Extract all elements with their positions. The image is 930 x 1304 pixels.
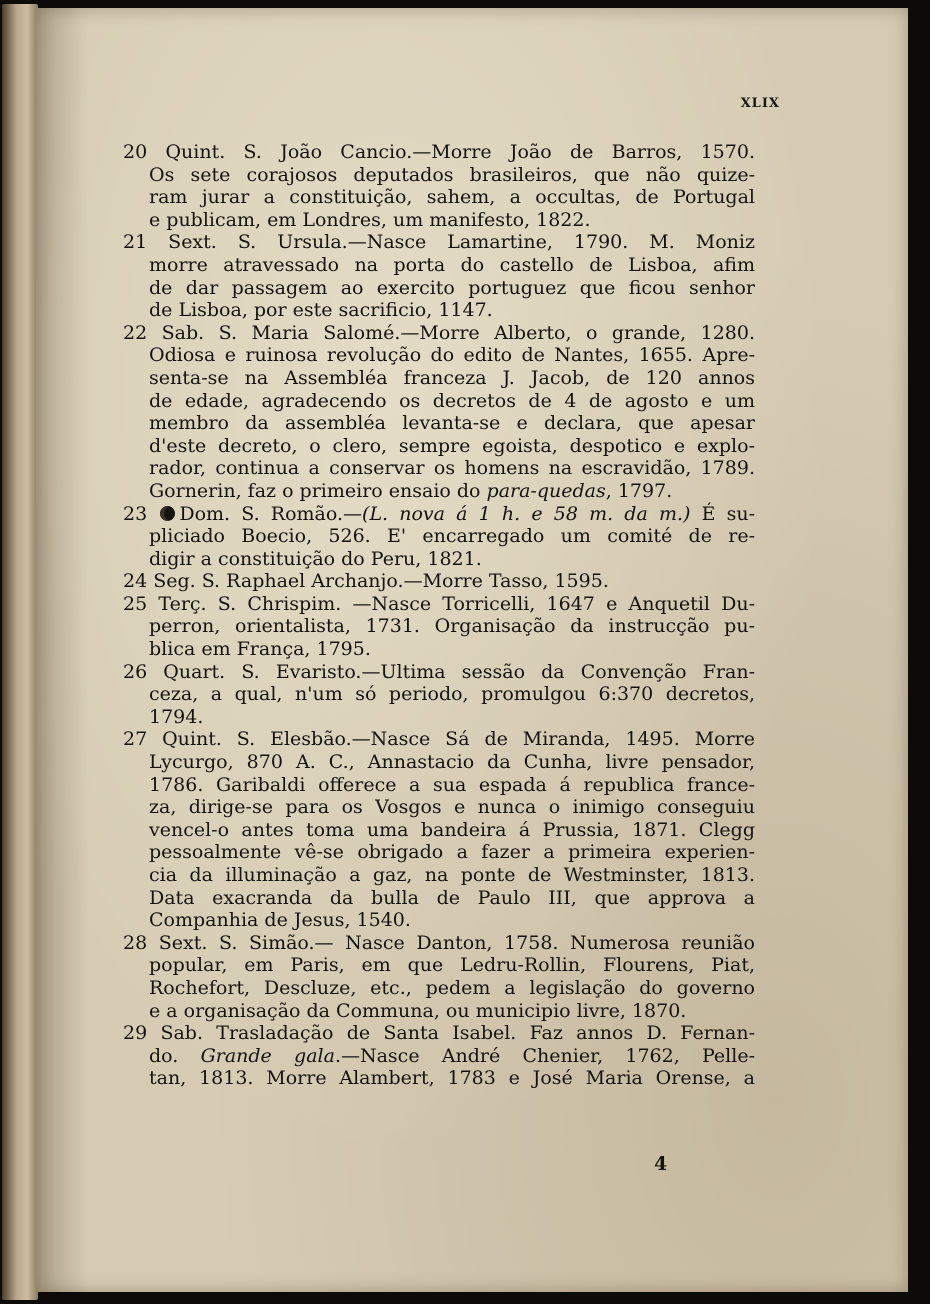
text-line: 28 Sext. S. Simão.— Nasce Danton, 1758. Numerosa reunião (123, 931, 755, 954)
text-line: vencel-o antes toma uma bandeira á Prussia, 1871. Clegg (149, 818, 755, 841)
text-line: senta-se na Assembléa franceza J. Jacob, de 120 annos (149, 366, 755, 389)
text-line: Lycurgo, 870 A. C., Annastacio da Cunha, livre pensador, (149, 751, 755, 774)
text-line: 22 Sab. S. Maria Salomé.—Morre Alberto, o grande, 1280. (123, 321, 755, 344)
text-line: de dar passagem ao exercito portuguez que ficou senhor (149, 276, 755, 299)
text-line: ceza, a qual, n'um só periodo, promulgou 6:370 decretos, (149, 683, 755, 706)
text-line: 25 Terç. S. Chrispim. —Nasce Torricelli, 1647 e Anquetil Du- (123, 592, 755, 615)
text-line: perron, orientalista, 1731. Organisação da instrucção pu- (149, 615, 755, 638)
text-line: 27 Quint. S. Elesbão.—Nasce Sá de Miranda, 1495. Morre (123, 728, 755, 751)
text-line: membro da assembléa levanta-se e declara, que apesar (149, 412, 755, 435)
text-line: e publicam, em Londres, um manifesto, 1822. (149, 208, 591, 231)
text-line: pessoalmente vê-se obrigado a fazer a primeira experien- (149, 841, 755, 864)
page-number-roman: XLIX (740, 96, 780, 111)
text-line: cia da illuminação a gaz, na ponte de Westminster, 1813. (149, 864, 755, 886)
text-line: morre atravessado na porta do castello de Lisboa, afim (149, 253, 755, 276)
calendar-text (123, 141, 755, 1090)
text-line: de edade, agradecendo os decretos de 4 de agosto e um (149, 389, 755, 412)
text-line: de Lisboa, por este sacrificio, 1147. (149, 299, 493, 322)
text-line: pliciado Boecio, 526. E' encarregado um comité de re- (149, 525, 755, 548)
text-line: ram jurar a constituição, sahem, a occultas, de Portugal (149, 186, 755, 209)
text-line: rador, continua a conservar os homens na escravidão, 1789. (149, 457, 755, 480)
text-line: 21 Sext. S. Ursula.—Nasce Lamartine, 1790. M. Moniz (123, 231, 755, 254)
text-line: 23 Dom. S. Romão.—(L. nova á 1 h. e 58 m. da m.) É su- (123, 502, 756, 525)
text-line: do. Grande gala.—Nasce André Chenier, 1762, Pelle- (149, 1044, 755, 1067)
text-line: 20 Quint. S. João Cancio.—Morre João de Barros, 1570. (123, 141, 755, 163)
text-line: 24 Seg. S. Raphael Archanjo.—Morre Tasso, 1595. (123, 570, 609, 593)
text-line: Odiosa e ruinosa revolução do edito de Nantes, 1655. Apre- (149, 344, 755, 367)
text-line: digir a constituição do Peru, 1821. (149, 547, 482, 570)
text-line: 29 Sab. Trasladação de Santa Isabel. Faz annos D. Fernan- (123, 1022, 755, 1045)
text-line: 1794. (149, 705, 204, 728)
text-line: tan, 1813. Morre Alambert, 1783 e José Maria Orense, a (149, 1067, 755, 1090)
text-line: Os sete corajosos deputados brasileiros, que não quize- (149, 163, 755, 186)
italic-moon-note: (L. nova á 1 h. e 58 m. da m.) (362, 502, 691, 525)
moon-phase-icon (160, 506, 175, 521)
text-line: 26 Quart. S. Evaristo.—Ultima sessão da Convenção Fran- (123, 660, 755, 683)
text-line: d'este decreto, o clero, sempre egoista, despotico e explo- (149, 434, 755, 457)
text-line: popular, em Paris, em que Ledru-Rollin, Flourens, Piat, (149, 954, 755, 977)
text-line: Data exacranda da bulla de Paulo III, que approva a (149, 886, 755, 909)
text-line: Companhia de Jesus, 1540. (149, 909, 411, 932)
text-line: Rochefort, Descluze, etc., pedem a legislação do governo (149, 976, 755, 999)
italic-para-quedas: para-quedas (486, 479, 606, 502)
text-line: 1786. Garibaldi offerece a sua espada á republica france- (149, 773, 755, 796)
text-line: blica em França, 1795. (149, 638, 371, 661)
text-line: za, dirige-se para os Vosgos e nunca o inimigo conseguiu (149, 796, 755, 819)
previous-page-edge (2, 4, 38, 1300)
italic-grande-gala: Grande gala (200, 1044, 335, 1067)
signature-mark: 4 (654, 1153, 668, 1175)
text-line: Gornerin, faz o primeiro ensaio do para-quedas, 1797. (149, 479, 673, 502)
text-line: e a organisação da Communa, ou municipio livre, 1870. (149, 999, 687, 1022)
